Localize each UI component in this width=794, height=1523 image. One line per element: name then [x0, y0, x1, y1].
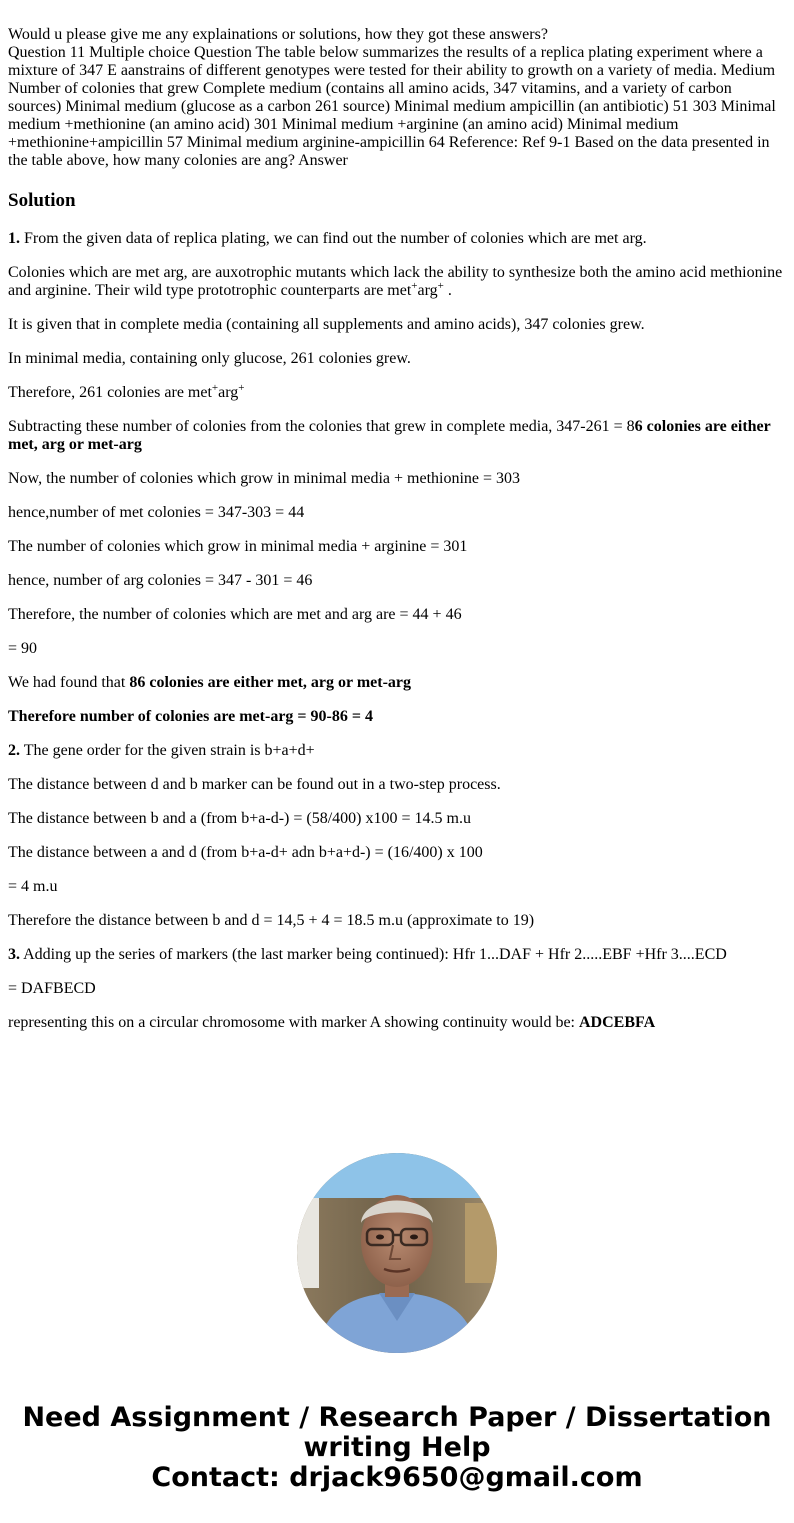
paragraph-text: Adding up the series of markers (the last marker being continued): Hfr 1...DAF + Hfr 2.....EBF +Hfr 3....ECD: [20, 946, 727, 963]
superscript: +: [238, 382, 245, 394]
solution-paragraph: The distance between a and d (from b+a-d+ adn b+a+d-) = (16/400) x 100: [8, 844, 483, 861]
item-number: 3.: [8, 946, 20, 963]
paragraph-text: .: [443, 282, 452, 299]
paragraph-text: representing this on a circular chromosome with marker A showing continuity would be:: [8, 1014, 579, 1031]
bold-text: 6 colonies are either met, arg or met-arg: [8, 418, 771, 453]
question-text: Question 11 Multiple choice Question The table below summarizes the results of a replica plating experiment where a mixture of 347 E aanstrains of different genotypes were tested for their ability to growth on a variety of media. Medium Number of colonies that grew Complete medium (contains all amino acids, 347 vitamins, and a variety of carbon sources) Minimal medium (glucose as a carbon 261 source) Minimal medium ampicillin (an antibiotic) 51 303 Minimal medium +methionine (an amino acid) 301 Minimal medium +arginine (an amino acid) Minimal medium +methionine+ampicillin 57 Minimal medium arginine-ampicillin 64 Reference: Ref 9-1 Based on the data presented in the table above, how many colonies are ang? Answer: [8, 44, 776, 169]
solution-body: [8, 230, 786, 1032]
solution-paragraph: [8, 1014, 786, 1032]
solution-paragraph: It is given that in complete media (containing all supplements and amino acids), 347 colonies grew.: [8, 316, 645, 333]
paragraph-text: Therefore, 261 colonies are met: [8, 384, 212, 401]
avatar: [297, 1153, 497, 1353]
superscript: +: [437, 280, 444, 292]
superscript: +: [411, 280, 418, 292]
solution-paragraph: = 90: [8, 640, 38, 657]
paragraph-text: arg: [218, 384, 239, 401]
item-number: 2.: [8, 742, 20, 759]
paragraph-text: Colonies which are met arg, are auxotrophic mutants which lack the ability to synthesize both the amino acid methionine and arginine. Their wild type prototrophic counterparts are met: [8, 264, 783, 299]
bold-text: ADCEBFA: [579, 1014, 656, 1031]
solution-paragraph: The distance between d and b marker can be found out in a two-step process.: [8, 776, 501, 793]
solution-paragraph: [8, 946, 786, 964]
footer-line: writing Help: [303, 1432, 491, 1463]
solution-paragraph: Now, the number of colonies which grow in minimal media + methionine = 303: [8, 470, 521, 487]
solution-paragraph: [8, 674, 786, 692]
paragraph-text: The gene order for the given strain is b+a+d+: [20, 742, 315, 759]
superscript: +: [211, 382, 219, 394]
solution-paragraph: [8, 708, 786, 726]
solution-paragraph: Therefore the distance between b and d = 14,5 + 4 = 18.5 m.u (approximate to 19): [8, 912, 535, 929]
paragraph-text: Subtracting these number of colonies from the colonies that grew in complete media, 347-261 = 8: [8, 418, 635, 435]
solution-paragraph: The distance between b and a (from b+a-d-) = (58/400) x100 = 14.5 m.u: [8, 810, 471, 827]
solution-paragraph: [8, 230, 786, 248]
solution-paragraph: [8, 264, 786, 300]
person-portrait-icon: [297, 1153, 497, 1353]
footer-line: Need Assignment / Research Paper / Dissertation: [22, 1402, 772, 1433]
solution-heading: Solution: [8, 190, 76, 211]
solution-paragraph: [8, 418, 786, 454]
item-number: 1.: [8, 230, 20, 247]
solution-paragraph: Therefore, the number of colonies which are met and arg are = 44 + 46: [8, 606, 462, 623]
footer-banner: [0, 1403, 794, 1493]
question-block: [8, 26, 786, 170]
solution-paragraph: hence, number of arg colonies = 347 - 301 = 46: [8, 572, 313, 589]
solution-paragraph: = 4 m.u: [8, 878, 58, 895]
solution-paragraph: The number of colonies which grow in minimal media + arginine = 301: [8, 538, 468, 555]
paragraph-text: arg: [417, 282, 438, 299]
footer-contact: Contact: drjack9650@gmail.com: [151, 1462, 643, 1493]
solution-paragraph: = DAFBECD: [8, 980, 96, 997]
paragraph-text: We had found that: [8, 674, 130, 691]
paragraph-text: From the given data of replica plating, we can find out the number of colonies which are met arg.: [20, 230, 647, 247]
solution-paragraph: [8, 742, 786, 760]
solution-paragraph: hence,number of met colonies = 347-303 = 44: [8, 504, 305, 521]
solution-paragraph: [8, 384, 786, 402]
bold-text: Therefore number of colonies are met-arg = 90-86 = 4: [8, 708, 373, 725]
solution-paragraph: In minimal media, containing only glucose, 261 colonies grew.: [8, 350, 411, 367]
bold-text: 86 colonies are either met, arg or met-arg: [129, 674, 412, 691]
question-intro: Would u please give me any explainations or solutions, how they got these answers?: [8, 26, 548, 43]
